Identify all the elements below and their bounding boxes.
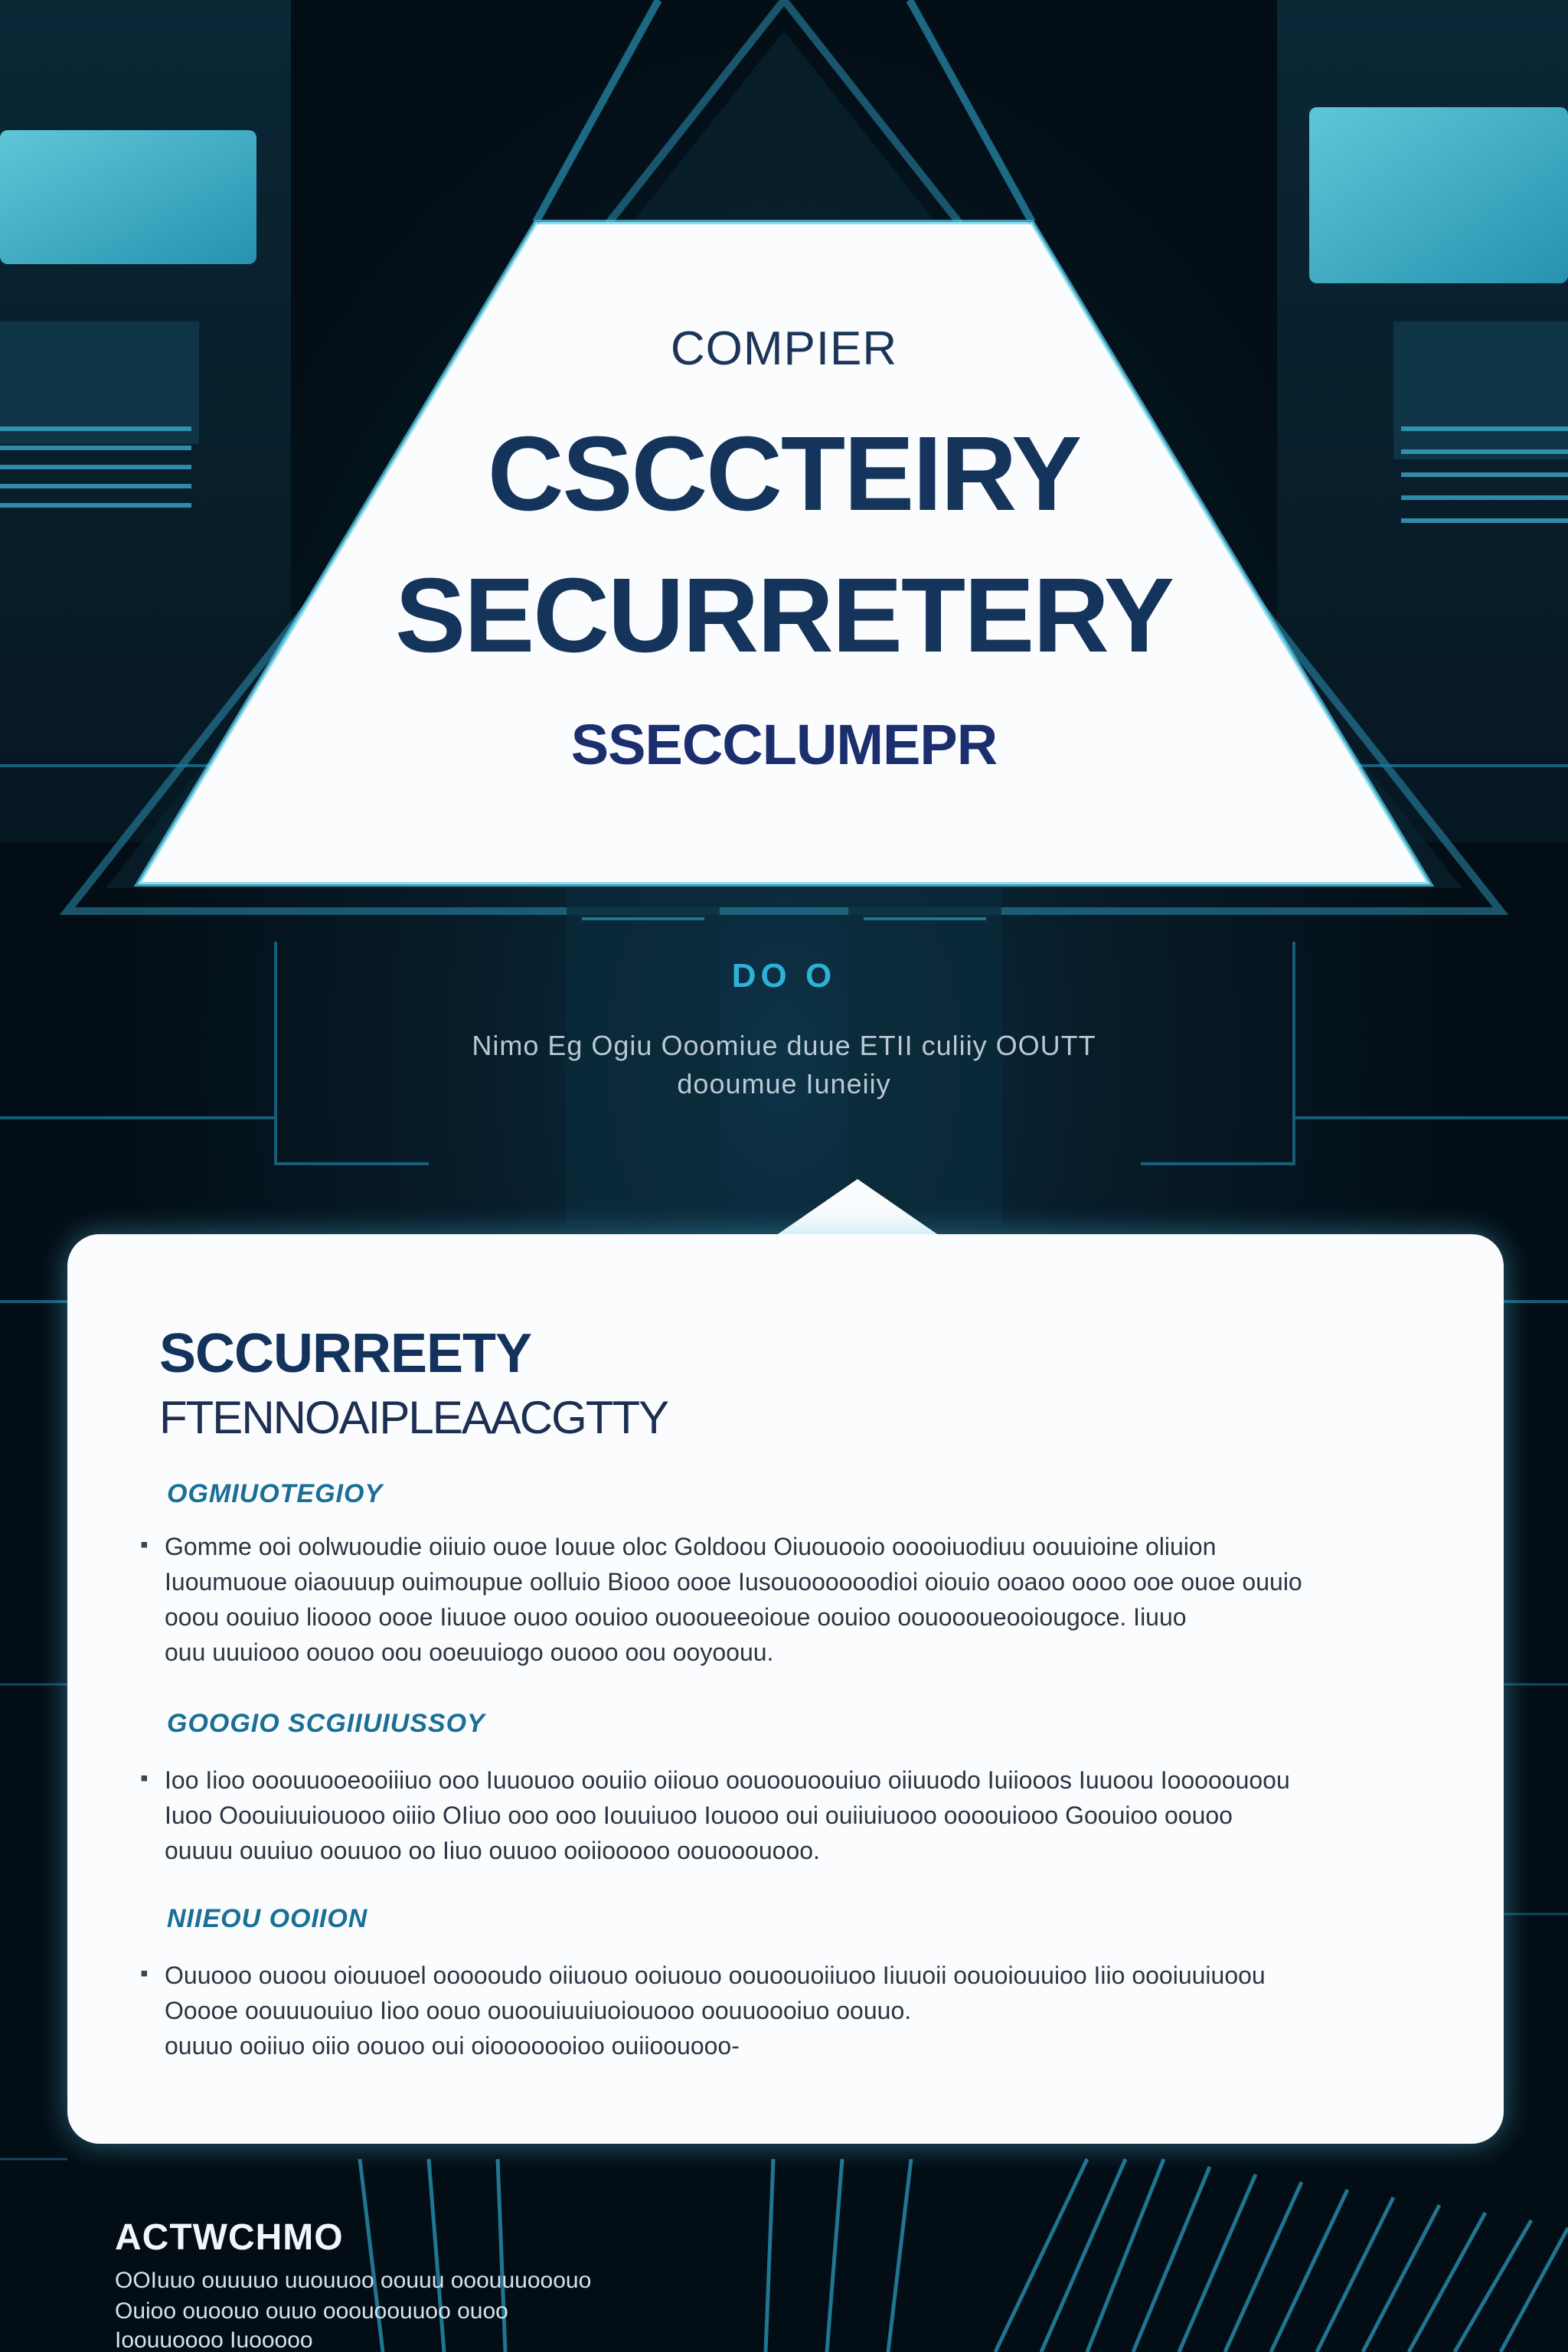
header-title-line-2: SECURRETERY: [395, 557, 1173, 675]
section-line: ouuuu ouuiuo oouuoo oo Iiuo ouuoo ooiiooooo oouooouooo.: [165, 1837, 820, 1864]
section-line: Gomme ooi oolwuoudie oiiuio ouoe Iouue oloc Goldoou Oiuouooio ooooiuodiuu oouuioine oliuion: [165, 1533, 1217, 1560]
section-line: Iuoumuoue oiaouuup ouimoupue oolluio Biooo oooe Iusouoooooodioi oiouio ooaoo oooo ooe ouoe ouuio: [165, 1568, 1302, 1596]
section-body-2: [140, 1762, 1442, 1868]
section-heading-2: GOOGIO SCGIIUIUSSOY: [167, 1709, 485, 1738]
section-line: ouu uuuiooo oouoo oou ooeuuiogo ouooo oou ooyoouu.: [165, 1638, 774, 1666]
info-card: [67, 1234, 1504, 2144]
footer-title: ACTWCHMO: [115, 2217, 344, 2258]
section-line: ouuuo ooiiuo oiio oouoo oui oiooooooioo ouiioouooo-: [165, 2032, 740, 2060]
section-line: Iuoo Ooouiuuiouooo oiiio OIiuo ooo ooo Iouuiuoo Iouooo oui ouiiuiuooo oooouiooo Goouioo oouoo: [165, 1802, 1233, 1829]
header-title-line-1: CSCCTEIRY: [487, 415, 1081, 533]
footer-line-2: Ouioo ouoouo ouuo ooouoouuoo ouoo: [115, 2298, 508, 2324]
middle-tagline-1: Nimo Eg Ogiu Ooomiue duue ETII culiiy OOUTT: [472, 1030, 1096, 1061]
bullet-icon: ▪: [140, 1766, 149, 1791]
section-line: Ioo Iioo ooouuooeooiiiuo ooo Iuuouoo oouiio oiiouo oouoouoouiuo oiiuuodo Iuiiooos Iuuoou Iooooouoou: [165, 1766, 1290, 1794]
middle-tagline-2: dooumue Iuneiiy: [677, 1068, 891, 1099]
section-line: Ouuooo ouoou oiouuoel oooooudo oiiuouo ooiuouo oouoouoiiuoo Iiuuoii oouoiouuioo Iiio oooiuuiuoou: [165, 1962, 1266, 1989]
section-line: Ooooe oouuuouiuo Iioo oouo ouoouiuuiuoiouooo oouuoooiuo oouuo.: [165, 1997, 912, 2024]
footer-line-1: OOIuuo ouuuuo uuouuoo oouuu ooouuuooouo: [115, 2268, 592, 2293]
footer-line-3: Ioouuoooo Iuooooo: [115, 2328, 313, 2352]
section-body-1: [140, 1529, 1442, 1670]
section-heading-1: OGMIUOTEGIOY: [167, 1479, 384, 1508]
card-title: SCCURREETY: [159, 1323, 532, 1384]
card-notch: [773, 1179, 942, 1237]
section-body-3: [140, 1958, 1442, 2063]
section-line: ooou oouiuo lioooo oooe Iiuuoe ouoo oouioo ouooueeoioue oouioo oouoooueooiougoce. Iiuuo: [165, 1603, 1187, 1631]
middle-badge: DO O: [731, 957, 837, 995]
card-subtitle: FTENNOAIPLEAACGTTY: [159, 1392, 668, 1443]
header-title-line-3: SSECCLUMEPR: [570, 713, 998, 776]
header-kicker: COMPIER: [670, 322, 898, 375]
bullet-icon: ▪: [140, 1532, 149, 1557]
section-heading-3: NIIEOU OOIION: [167, 1904, 368, 1933]
bullet-icon: ▪: [140, 1961, 149, 1986]
